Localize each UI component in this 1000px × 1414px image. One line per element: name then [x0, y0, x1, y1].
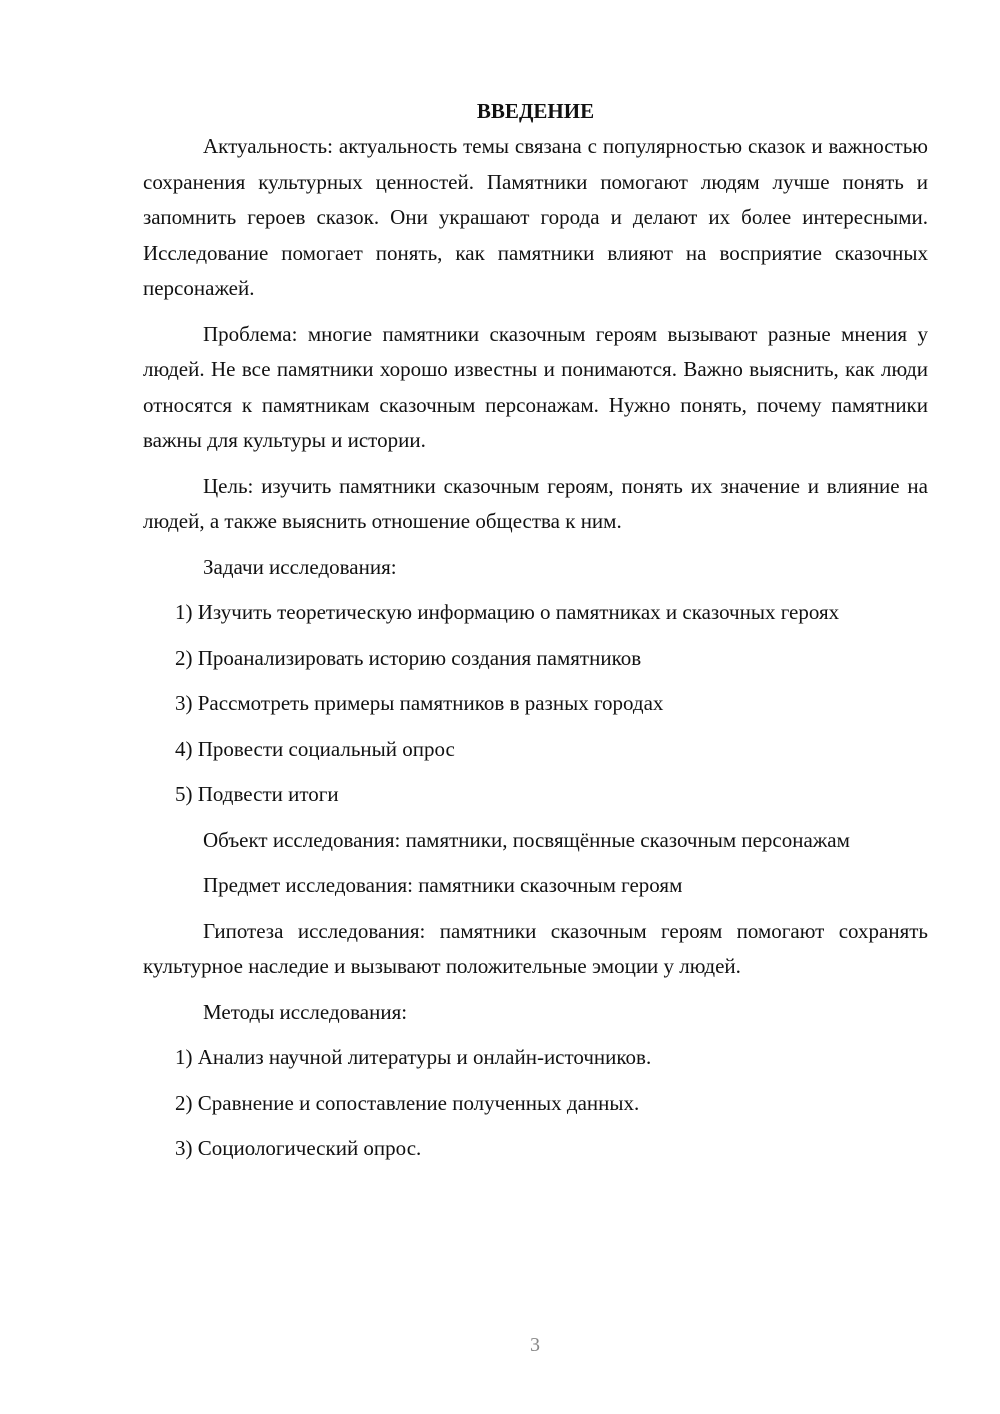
- relevance-paragraph: Актуальность: актуальность темы связана с популярностью сказок и важностью сохранения культурных ценностей. Памятники помогают людям лучше понять и запомнить героев сказок. Они украшают города и делают их более интересными. Исследование помогает понять, как памятники влияют на восприятие сказочных персонажей.: [143, 134, 928, 300]
- page-title: ВВЕДЕНИЕ: [476, 99, 595, 123]
- object-paragraph: Объект исследования: памятники, посвящённые сказочным персонажам: [203, 827, 850, 852]
- task-item-3: 3) Рассмотреть примеры памятников в разных городах: [175, 691, 664, 715]
- tasks-heading: Задачи исследования:: [203, 554, 397, 579]
- problem-paragraph: Проблема: многие памятники сказочным героям вызывают разные мнения у людей. Не все памятники хорошо известны и понимаются. Важно выяснить, как люди относятся к памятникам сказочным персонажам. Нужно понять, почему памятники важны для культуры и истории.: [143, 321, 928, 452]
- task-item-1: 1) Изучить теоретическую информацию о памятниках и сказочных героях: [175, 600, 840, 624]
- method-item-3: 3) Социологический опрос.: [175, 1136, 422, 1160]
- document-body: [143, 94, 928, 1177]
- method-item-2: 2) Сравнение и сопоставление полученных данных.: [175, 1090, 640, 1115]
- hypothesis-paragraph: Гипотеза исследования: памятники сказочным героям помогают сохранять культурное наследие и вызывают положительные эмоции у людей.: [143, 918, 928, 978]
- page-number: 3: [530, 1334, 540, 1356]
- task-item-4: 4) Провести социальный опрос: [175, 736, 455, 761]
- methods-heading: Методы исследования:: [203, 999, 408, 1024]
- task-item-5: 5) Подвести итоги: [175, 782, 339, 806]
- method-item-1: 1) Анализ научной литературы и онлайн-источников.: [175, 1045, 652, 1069]
- goal-paragraph: Цель: изучить памятники сказочным героям, понять их значение и влияние на людей, а также выяснить отношение общества к ним.: [143, 473, 928, 533]
- subject-paragraph: Предмет исследования: памятники сказочным героям: [203, 873, 683, 897]
- task-item-2: 2) Проанализировать историю создания памятников: [175, 645, 642, 670]
